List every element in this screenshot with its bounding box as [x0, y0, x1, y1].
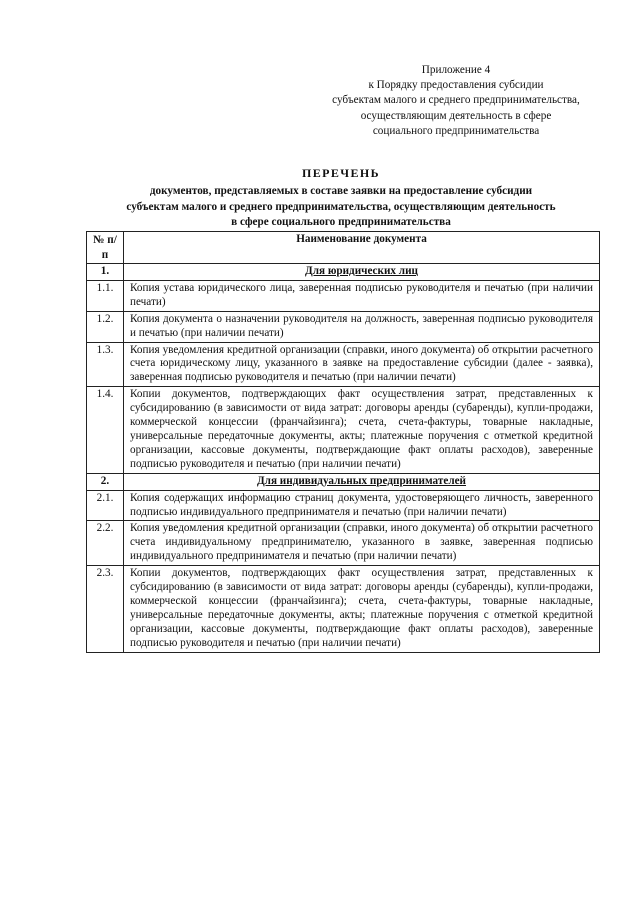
table-row — [87, 280, 600, 311]
row-num: 1.4. — [87, 387, 124, 473]
appendix-line: социального предпринимательства — [372, 124, 540, 137]
section-num: 1. — [87, 264, 124, 281]
section-row — [87, 264, 600, 281]
row-num: 1.2. — [87, 311, 124, 342]
table-row — [87, 521, 600, 566]
row-num: 2.1. — [87, 490, 124, 521]
section-num: 2. — [87, 473, 124, 490]
title-subtitle — [60, 184, 622, 231]
row-text: Копия уведомления кредитной организации (справки, иного документа) об открытии расчетного счета индивидуальному предпринимателю, указанного в заявке, заверенная подписью индивидуального предпринимателя и печатью (при наличии печати) — [124, 521, 600, 566]
section-row — [87, 473, 600, 490]
appendix-line: осуществляющим деятельность в сфере — [360, 109, 552, 122]
row-text: Копии документов, подтверждающих факт осуществления затрат, представленных к субсидированию (в зависимости от вида затрат: договоры аренды (субаренды), купли-продажи, коммерческой концессии (франчайзинга); счета, счета-фактуры, товарные накладные, универсальные передаточные документы, акты; платежные поручения с отметкой кредитной организации, кассовые документы, подтверждающие факт оплаты расходов), заверенные подписью руководителя и печатью (при наличии печати) — [124, 387, 600, 473]
subtitle-line: в сфере социального предпринимательства — [231, 216, 451, 229]
row-num: 1.3. — [87, 342, 124, 387]
table-header-row — [87, 232, 600, 264]
table-body — [87, 264, 600, 653]
row-num: 2.3. — [87, 566, 124, 652]
row-text: Копия содержащих информацию страниц документа, удостоверяющего личность, заверенного подписью индивидуального предпринимателя и печатью (при наличии печати) — [124, 490, 600, 521]
section-title — [124, 264, 600, 281]
subtitle-line: документов, представляемых в составе заявки на предоставление субсидии — [149, 185, 533, 197]
table-row — [87, 342, 600, 387]
row-num: 1.1. — [87, 280, 124, 311]
row-text: Копии документов, подтверждающих факт осуществления затрат, представленных к субсидированию (в зависимости от вида затрат: договоры аренды (субаренды), купли-продажи, коммерческой концессии (франчайзинга); счета, счета-фактуры, товарные накладные, универсальные передаточные документы, акты; платежные поручения с отметкой кредитной организации, кассовые документы, подтверждающие факт оплаты расходов), заверенные подписью руководителя и печатью (при наличии печати) — [124, 566, 600, 652]
section-title-text: Для юридических лиц — [305, 265, 418, 277]
section-title-text: Для индивидуальных предпринимателей — [256, 474, 467, 487]
title-main: ПЕРЕЧЕНЬ — [302, 166, 380, 180]
row-text: Копия уведомления кредитной организации (справки, иного документа) об открытии расчетного счета юридическому лицу, указанного в заявке на предоставление субсидии (далее - заявка), заверенная подписью руководителя и печатью (при наличии печати) — [124, 342, 600, 387]
section-title — [124, 473, 600, 490]
table-row — [87, 387, 600, 473]
documents-table — [86, 231, 600, 653]
table-row — [87, 566, 600, 652]
row-text: Копия документа о назначении руководителя на должность, заверенная подписью руководителя и печатью (при наличии печати) — [124, 311, 600, 342]
table-row — [87, 490, 600, 521]
header-name: Наименование документа — [124, 232, 600, 264]
row-text: Копия устава юридического лица, заверенная подписью руководителя и печатью (при наличии печати) — [124, 280, 600, 311]
document-title — [60, 165, 622, 231]
row-num: 2.2. — [87, 521, 124, 566]
appendix-header — [300, 63, 612, 139]
header-num: № п/п — [87, 232, 124, 264]
subtitle-line: субъектам малого и среднего предпринимательства, осуществляющим деятельность — [126, 200, 556, 213]
appendix-line: субъектам малого и среднего предпринимательства, — [332, 94, 580, 107]
table-row — [87, 311, 600, 342]
appendix-line: Приложение 4 — [421, 64, 491, 76]
appendix-line: к Порядку предоставления субсидии — [368, 79, 544, 92]
